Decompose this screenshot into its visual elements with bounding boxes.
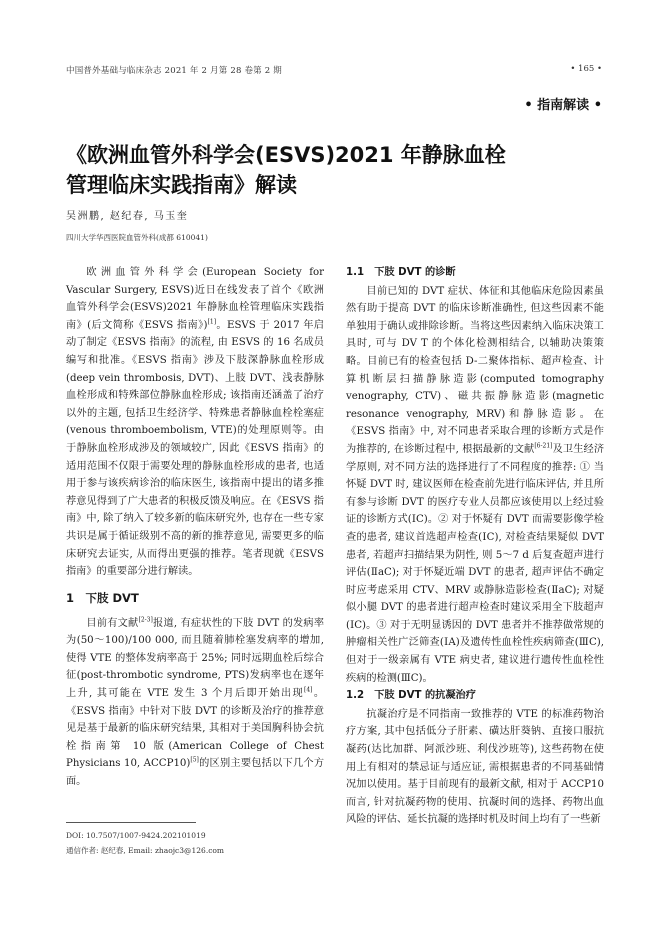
corresponding-author: 通信作者: 赵纪春, Email: zhaojc3@126.com (66, 846, 225, 855)
subsection-heading-1-2: 1.2 下肢 DVT 的抗凝治疗 (346, 690, 476, 702)
section-heading-1: 1 下肢 DVT (66, 590, 139, 605)
left-column (66, 264, 324, 791)
text-span: 的区别主要包括以下几个方面。 (66, 758, 325, 788)
right-column (346, 264, 604, 829)
text-span: 报道, 有症状性的下肢 DVT 的发病率为(50～100)/100 000, 而且随着肺栓塞发病率的增加, 使得 VTE 的整体发病率高于 25%; 同时远期血栓后综合征(post-thrombotic syndrome, PTS)发病率也在逐年上升, 其可能在 VTE 发生 3 个月后即开始出现 (66, 617, 325, 700)
citation: [1] (207, 318, 217, 326)
paragraph-dvt (66, 615, 324, 791)
text-span: 。《ESVS 指南》中针对下肢 DVT 的诊断及治疗的推荐意见是基于最新的临床研究结果, 其相对于美国胸科协会抗栓指南第 10 版(American College of Chest Physicians 10, ACCP10) (66, 688, 325, 770)
text-span: 及卫生经济学原则, 对不同方法的选择进行了不同程度的推荐: ① 当怀疑 DVT 时, 建议医师在检查前先进行临床评估, 并且所有参与诊断 DVT 的医疗专业人员都应该使用以上经过验证的诊断方式(ⅠC)。② 对于怀疑有 DVT 而需要影像学检查的患者, 建议首选超声检查(ⅠC), 对检查结果疑似 DVT 患者, 若超声扫描结果为阴性, 则 5～7 d 后复查超声进行评估(ⅡaC); 对于怀疑近端 DVT 的患者, 超声评估不确定时应考虑采用 CTV、MRV 或静脉造影检查(ⅡaC); 对疑似小腿 DVT 的患者进行超声检查时建议采用全下肢超声(ⅠC)。③ 对于无明显诱因的 DVT 患者并不推荐做常规的肿瘤相关性广泛筛查(ⅠA)及遗传性血栓性疾病筛查(ⅢC), 但对于一级亲属有 VTE 病史者, 建议进行遗传性血栓性疾病的检测(ⅢC)。 (346, 443, 605, 684)
citation: [2-3] (138, 616, 153, 624)
footnote-divider (66, 822, 196, 823)
running-head: 中国普外基础与临床杂志 2021 年 2 月第 28 卷第 2 期 (66, 66, 282, 76)
affiliation: 四川大学华西医院血管外科(成都 610041) (66, 233, 208, 242)
doi: DOI: 10.7507/1007-9424.202101019 (66, 831, 206, 840)
text-span: 。ESVS 于 2017 年启动了制定《ESVS 指南》的流程, 由 ESVS 的 16 名成员编写和批准。《ESVS 指南》涉及下肢深静脉血栓形成(deep vein thrombosis, DVT)、上肢 DVT、浅表静脉血栓形成和特殊部位静脉血栓形成; 该指南还涵盖了治疗以外的主题, 包括卫生经济学、特殊患者静脉血栓栓塞症(venous thromboembolism, VTE)的处理原则等。由于静脉血栓形成涉及的领域较广, 因此《ESVS 指南》的适用范围不仅限于需要处理的静脉血栓形成的患者, 也适用于参与该疾病诊治的临床医生, 该指南中提出的诸多推荐意见得到了广大患者的积极反馈及响应。在《ESVS 指南》中, 除了纳入了较多新的临床研究外, 也存在一些专家共识是属于循证级别不高的新的推荐意见, 需要更多的临床研究去证实, 从而得出更强的推荐。笔者现就《ESVS 指南》的重要部分进行解读。 (66, 319, 324, 578)
paragraph-anticoagulation: 抗凝治疗是不同指南一致推荐的 VTE 的标准药物治疗方案, 其中包括低分子肝素、磺达肝葵钠、直接口服抗凝药(达比加群、阿派沙班、利伐沙班等), 这些药物在使用上有相对的禁忌证与适应证, 需根据患者的不同基础情况加以使用。基于目前现有的最新文献, 相对于 ACCP10 而言, 针对抗凝药物的使用、抗凝时间的选择、药物出血风险的评估、延长抗凝的选择时机及时间上均有了一些新 (346, 708, 604, 826)
paragraph-intro (66, 264, 324, 581)
authors: 吴洲鹏, 赵纪春, 马玉奎 (66, 211, 189, 222)
article-title: 《欧洲血管外科学会(ESVS)2021 年静脉血栓管理临床实践指南》解读 (66, 143, 506, 197)
text-span: 目前有文献 (86, 617, 139, 629)
paragraph-diagnosis (346, 283, 604, 688)
citation: [6-21] (534, 442, 553, 450)
citation: [5] (190, 757, 199, 765)
text-span: 欧洲血管外科学会(European Society for Vascular Surgery, ESVS)近日在线发表了首个《欧洲血管外科学会(ESVS)2021 年静脉血栓管理临床实践指南》(后文简称《ESVS 指南》) (66, 267, 324, 331)
section-tag: • 指南解读 • (524, 98, 602, 113)
page-number: • 165 • (570, 64, 602, 74)
citation: [4] (304, 686, 313, 694)
subsection-heading-1-1: 1.1 下肢 DVT 的诊断 (346, 267, 456, 278)
text-span: 目前已知的 DVT 症状、体征和其他临床危险因素虽然有助于提高 DVT 的临床诊断准确性, 但这些因素不能单独用于确认或排除诊断。当将这些因素纳入临床决策工具时, 可与 DV T 的个体化检测相结合, 以辅助决策策略。目前已有的检查包括 D-二聚体指标、超声检查、计算机断层扫描静脉造影(computed tomography venography, CTV)、磁共振静脉造影(magnetic resonance venography, MRV)和静脉造影。在《ESVS 指南》中, 对不同患者采取合理的诊断方式是作为推荐的, 在诊断过程中, 根据最新的文献 (346, 285, 604, 455)
